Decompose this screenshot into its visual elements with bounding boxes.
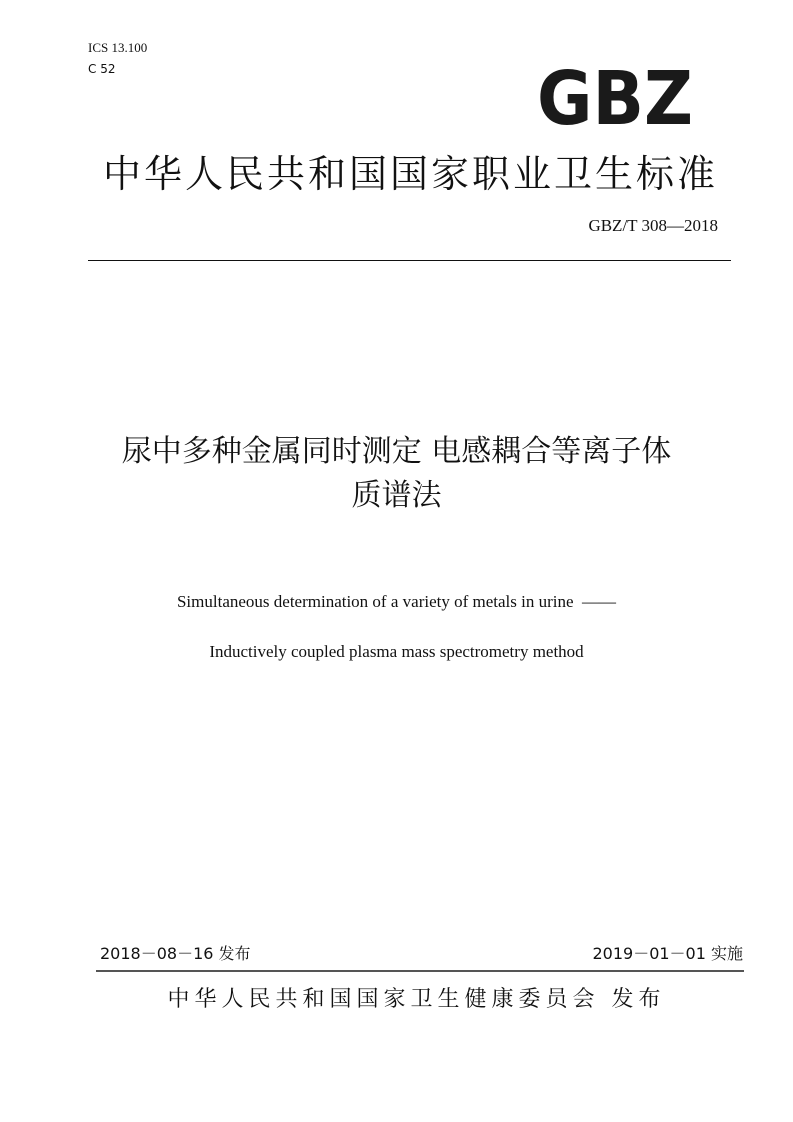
document-title-english-1: Simultaneous determination of a variety of metals in urine —— <box>176 592 617 611</box>
standard-category-title: 中华人民共和国国家职业卫生标准 <box>102 152 718 196</box>
title-line-2: 质谱法 <box>351 478 442 513</box>
standard-number: GBZ/T 308—2018 <box>588 216 718 235</box>
publish-date: 2018－08－16 发布 <box>100 944 251 963</box>
effective-date: 2019－01－01 实施 <box>592 944 743 963</box>
ccs-code: C 52 <box>88 62 116 76</box>
header-divider <box>88 260 731 261</box>
gbz-logo <box>536 66 694 128</box>
issuing-authority: 中华人民共和国国家卫生健康委员会 发布 <box>167 987 666 1012</box>
ics-code: ICS 13.100 <box>88 40 148 55</box>
logo-text: GBZ <box>537 66 693 128</box>
gbz-logo-icon <box>536 66 694 128</box>
document-title-chinese <box>0 430 793 518</box>
footer-divider <box>96 970 744 972</box>
title-line-1: 尿中多种金属同时测定 电感耦合等离子体 <box>121 434 672 469</box>
document-title-english-2: Inductively coupled plasma mass spectrometry method <box>209 642 584 661</box>
